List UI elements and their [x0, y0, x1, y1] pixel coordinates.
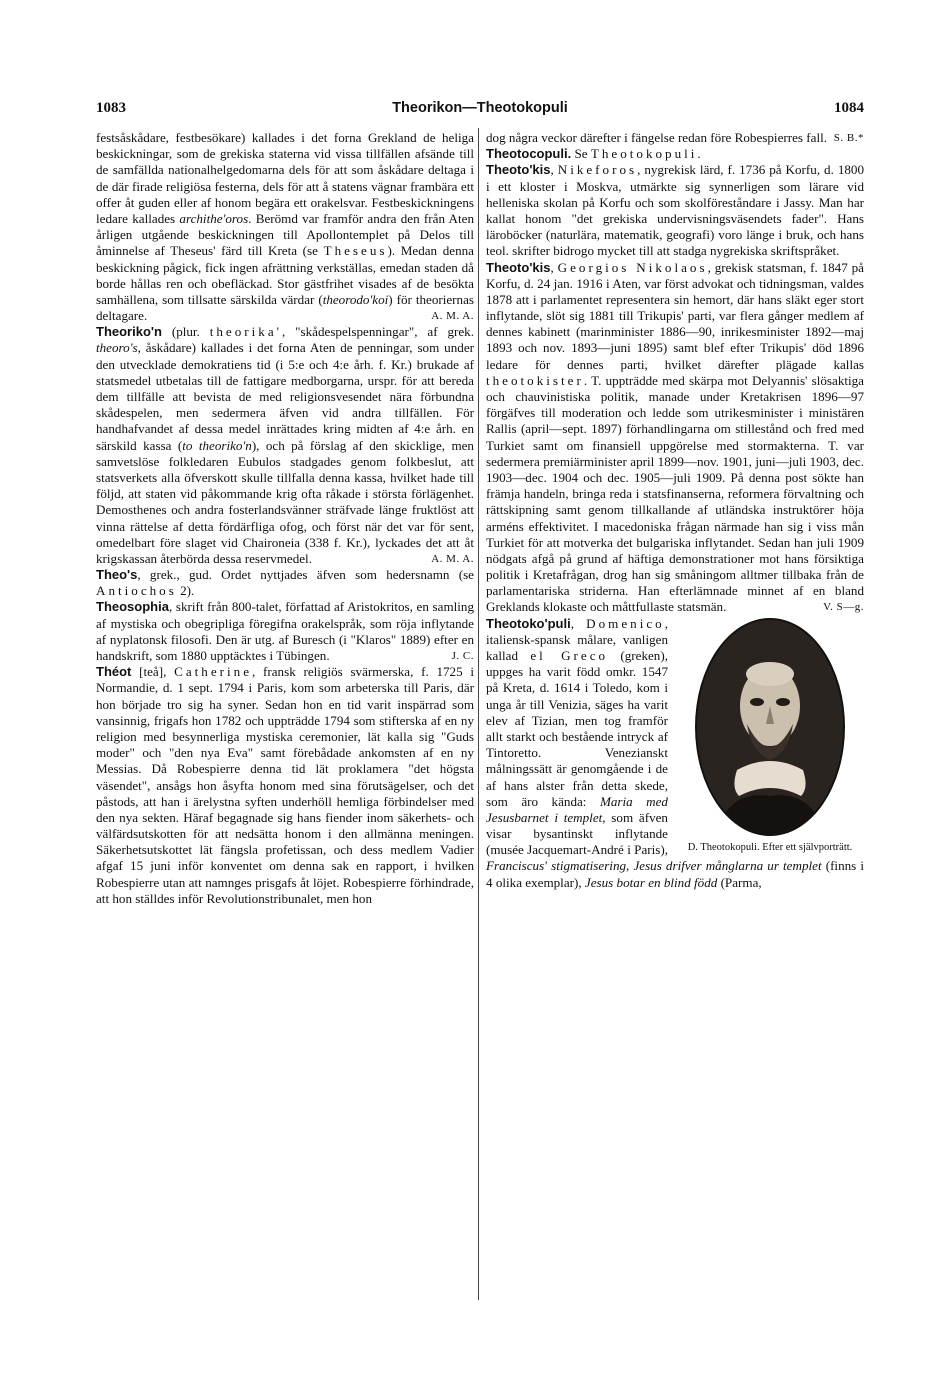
entry-theotokis-georgios	[486, 260, 864, 616]
entry-text: . T. uppträdde med skärpa mot Delyannis' slösaktiga och chauvinistiska politik, manade under Kretakrisen 1896—97 förgäfves till moderation och ledde som utrikesminister i ministären Rallis (april—sept. 1897) förhandlingarna om stillestånd och fred med Turkiet samt om finansiell uppgörelse med stormakterna. T. var sedermera premiärminister april 1899—nov. 1901, juni—juli 1903, dec. 1903—dec. 1904 och dec. 1905—juli 1909. På denna post sökte han främja handeln, bringa reda i statsfinanserna, reformera förvaltning och rättskipning samt genom tillkallande af utländska instruktörer höja arméns effektivitet. I macedoniska frågan närmade han sig i viss mån Turkiet för att motverka det bulgariska inflytandet. Sedan han juli 1909 nödgats afgå på grund af häftiga demonstrationer mot hans försiktiga politik i Kretafrågan, drog han sig småningom alltmer tillbaka från de parlamentariska striderna. Han efterlämnade minnet af en bland Greklands klokaste och måttfullaste statsmän.	[486, 372, 864, 615]
entry-text: ,	[550, 162, 558, 178]
entry-theoria-continued	[96, 130, 474, 324]
entry-theotokopuli	[486, 616, 864, 891]
column-divider	[478, 128, 479, 1300]
headword: Theotoko'puli	[486, 615, 571, 631]
entry-theotokis-nikeforos	[486, 162, 864, 259]
entry-text: dog några veckor därefter i fängelse redan före Robespierres fall.	[486, 130, 828, 145]
page-header	[96, 100, 864, 122]
author-signature: A. M. A.	[431, 310, 474, 323]
cross-reference: Antiochos	[96, 583, 177, 599]
author-signature: A. M. A.	[431, 552, 474, 565]
entry-text: , italiensk-spansk målare, vanligen kallad	[486, 615, 668, 663]
entry-text: 2).	[176, 583, 195, 599]
headword: Theoto'kis	[486, 259, 551, 275]
author-signature: S. B.*	[833, 132, 864, 144]
italic-term: to theoriko'n	[182, 437, 252, 453]
spaced-name: el Greco	[530, 648, 609, 663]
entry-theotocopuli	[486, 146, 864, 162]
spaced-name: Domenico	[586, 615, 665, 631]
entry-text: ). Medan denna beskickning pågick, fick ingen afrättning verkställas, emedan staden då borde hållas ren och obefläckad. Stor gästfrihet visades af de besökta samhällena, som tillsatte särskilda värdar (	[96, 243, 474, 307]
spaced-name: Georgios Nikolaos	[557, 259, 708, 275]
entry-text: .	[697, 146, 701, 162]
running-title: Theorikon—Theotokopuli	[392, 100, 568, 116]
entry-theosophia	[96, 599, 474, 664]
italic-title: Jesus botar en blind född	[584, 874, 718, 890]
italic-term: theoro's	[96, 340, 138, 356]
portrait-icon	[695, 618, 845, 836]
headword: Theo's	[96, 567, 138, 583]
italic-title: Maria med Jesusbarnet i templet	[486, 793, 668, 825]
entry-text: , åskådare) kallades i det forna Aten de penningar, som under den utvecklade demokratiens tid (i 5:e och 4:e årh. f. Kr.) brukade af statsmedel utbetalas till de fattigare medborgarna, urspr. för att bereda dem tillfälle att bevista de med religionsvesendet nära förbundna skådespelen, men sedermera äfven vid andra tillfällen. För handhafvandet af dessa medel inrättades kring midten af 4:e årh. en särskild kassa (	[96, 340, 474, 453]
figure	[676, 618, 864, 854]
italic-title: Jesus drifver månglarna ur templet	[633, 858, 822, 874]
entry-text: . Berömd var framför andra den från Aten årligen utgående beskickningen till Apollontemplet på Delos till åminnelse af Theseus' färd till Kreta (se	[96, 210, 474, 259]
italic-term: archithe'oros	[179, 210, 249, 226]
left-column	[96, 130, 474, 907]
spaced-name: Nikeforos	[557, 162, 638, 178]
entry-text: , nygrekisk lärd, f. 1736 på Korfu, d. 1800 i ett kloster i Moskva, utmärkte sig synnerligen som lärare vid helleniska skolan på Korfu och som skolföreståndare i Jassy. Man har kallat honom "det grekiska undervisningsväsendets fader". Hans läroböcker (naturlära, matematik, geografi) voro länge i bruk, och hans teol. skrifter bidrogo mycket till att stadga nygrekiska skriftspråket.	[486, 162, 865, 259]
headword: Theoriko'n	[96, 324, 162, 340]
spaced-term: theotokister	[486, 372, 584, 388]
entry-text: [teå],	[131, 664, 175, 680]
entry-text: festsåskådare, festbesökare) kallades i det forna Grekland de heliga beskickningar, som de grekiska staterna vid vissa tillfällen afsände till de samfällda nationalhelgedomarna dels för att som åskådare deltaga i de där firade religiösa festerna, dels för att å statens vägnar frambära ett offer åt guden eller af honom begära ett orakelsvar. Festbeskickningens ledare kallades	[96, 130, 474, 226]
headword: Théot	[96, 664, 132, 680]
headword: Theotocopuli.	[486, 146, 572, 162]
entry-theot-continued	[486, 130, 864, 146]
cross-reference: Theotokopuli	[590, 146, 698, 162]
cross-reference: Theseus	[323, 243, 388, 259]
spaced-name: Catherine	[174, 664, 253, 680]
entry-text: ,	[626, 858, 634, 874]
entry-text: (greken), uppges ha varit född omkr. 1547 på Kreta, d. 1614 i Toledo, kom i unga år till Venizia, säges ha varit elev af Tizian, men tog framför allt starkt och bestående intryck af Tintoretto. Venezianskt målningssätt är genomgående i de af hans alster från detta skede, som äro kända:	[486, 648, 668, 809]
entry-text: Se	[571, 146, 591, 162]
spaced-term: theorika'	[209, 324, 282, 340]
entry-text: (plur.	[161, 324, 210, 340]
entry-theot	[96, 664, 474, 907]
entry-text: , grek., gud. Ordet nyttjades äfven som hedersnamn (se	[137, 567, 474, 583]
headword: Theosophia	[96, 599, 169, 615]
page-number-right: 1084	[834, 100, 864, 116]
italic-title: Franciscus' stigmatisering	[486, 858, 627, 874]
entry-text: , som äfven visar bysantinskt inflytande (musée Jacquemart-André i Paris),	[486, 809, 668, 858]
author-signature: V. S—g.	[823, 601, 864, 614]
entry-theorikon	[96, 324, 474, 567]
entry-text: , skrift från 800-talet, författad af Aristokritos, en samling af mystiska och obegripliga föregifna orakelspråk, som röja inflytande af nyplatonsk filosofi. Den är utg. af Buresch (i "Klaros" 1889) efter en handskrift, som 1880 upptäcktes i Tübingen.	[96, 599, 474, 663]
entry-text: ,	[570, 615, 587, 631]
entry-text: , fransk religiös svärmerska, f. 1725 i Normandie, d. 1 sept. 1794 i Paris, kom som arbeterska till Paris, där hon började tro sig ha syner. Sedan hon en tid varit inspärrad som vansinnig, frigafs hon 1782 och uppträdde 1794 som stifterska af en ny religion med besynnerliga mystiska ceremonier, lät kalla sig "Guds moder" och "den nya Eva" samt förebådade ankomsten af en ny Messias. Då Robespierre denna tid lät proklamera "det högsta väsendet", ansågs hon åsyfta honom med sina förutsägelser, och det påstods, att han i ärelystna syften underhöll hemliga förbindelser med den nya sekten. Häraf begagnade sig hans fiender inom säkerhets- och välfärdsutskotten för att nedsätta honom i den allmänna meningen. Säkerhetsutskottet lät fängsla profetissan, och dess medlem Vadier afgaf 15 juni inför konventet om denna sak en rapport, i hvilken Robespierre utan att namnges prisgafs åt löjet. Robespierre förhindrade, att hon ställdes inför Revolutionstribunalet, men hon	[96, 664, 474, 906]
entry-text: (finns i 4 olika exemplar),	[486, 858, 865, 890]
entry-text: ,	[550, 259, 558, 275]
page-number-left: 1083	[96, 100, 126, 116]
entry-text: ), och på förslag af den skicklige, men samvetslöse folkledaren Eubulos stadgades genom folkbeslut, att statsverkets alla öfverskott skulle tillfalla denna kassa, hvilket hade till följd, att staten vid påkommande krig ofta råkade i största förlägenhet. Demosthenes och andra fosterlandsvänner sträfvade länge fruktlöst att vinna rättelse af detta fördärfliga ofog, och först när det var för sent, omedelbart före slaget vid Chaironeia (338 f. Kr.), lyckades det att åt krigskassan återbörda dessa reservmedel.	[96, 437, 474, 566]
right-column	[486, 130, 864, 891]
entry-theos	[96, 567, 474, 599]
italic-term: theorodo'koi	[322, 291, 389, 307]
figure-caption: D. Theotokopuli. Efter ett självporträtt.	[687, 841, 853, 853]
entry-text: , grekisk statsman, f. 1847 på Korfu, d. 24 jan. 1916 i Aten, var först advokat och tidningsman, valdes 1878 att i parlamentet representera sin hemort, där hans släkt eger stort inflytande, slöt sig 1881 till Trikupis' parti, var flera gånger medlem af dennes kabinett (marinminister 1886—90, inrikesminister 1892—maj 1893 och nov. 1893—juni 1895) samt blef efter Trikupis' död 1896 ledare för dennes parti, hvilket därefter plägade kallas	[486, 259, 864, 372]
author-signature: J. C.	[451, 650, 474, 662]
entry-text: (Parma,	[717, 874, 762, 890]
headword: Theoto'kis	[486, 162, 551, 178]
entry-text: ) för theoriernas deltagare.	[96, 291, 474, 324]
entry-text: , "skådespelspenningar", af grek.	[282, 324, 474, 340]
